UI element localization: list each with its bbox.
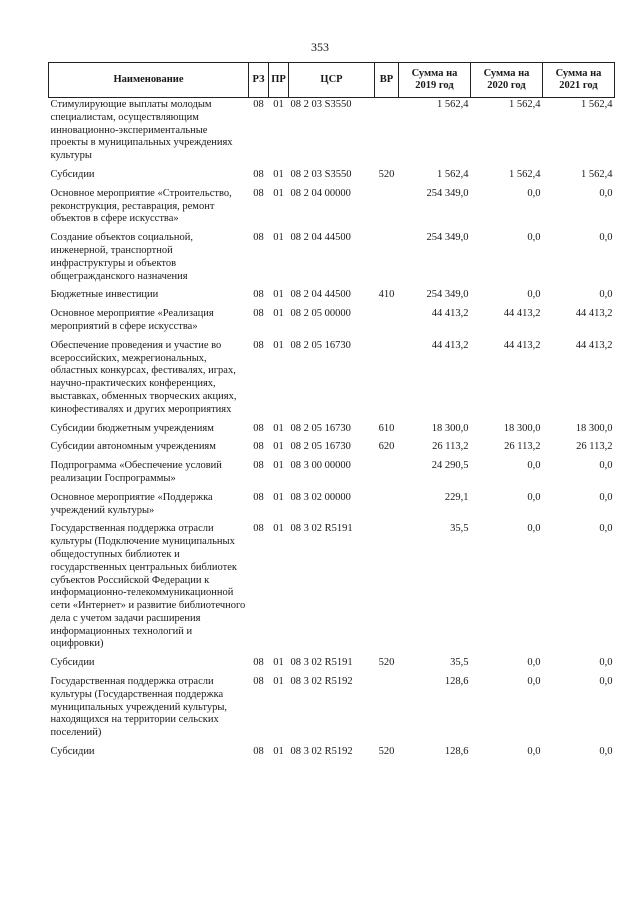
row-name: Субсидии бюджетным учреждениям — [50, 422, 214, 434]
row-csr: 08 3 02 R5192 — [290, 676, 353, 688]
row-pr: 01 — [273, 289, 284, 301]
row-sum-2021: 44 413,2 — [575, 339, 613, 351]
table-row — [49, 187, 615, 231]
row-vr — [375, 231, 399, 288]
row-sum-2021: 44 413,2 — [575, 308, 613, 320]
table-row — [49, 675, 615, 745]
row-sum-2021: 0,0 — [599, 289, 613, 301]
row-sum-2019: 254 349,0 — [426, 289, 469, 301]
row-sum-2020: 0,0 — [527, 460, 541, 472]
row-pr: 01 — [273, 523, 284, 535]
row-sum-2019: 254 349,0 — [426, 187, 469, 199]
row-pr: 01 — [273, 168, 284, 180]
row-pr: 01 — [273, 491, 284, 503]
row-name: Подпрограмма «Обеспечение условий реализации Госпрограммы» — [50, 460, 222, 484]
row-pr: 01 — [273, 657, 284, 669]
header-csr: ЦСР — [289, 63, 375, 98]
table-row — [49, 459, 615, 491]
table-row — [49, 745, 615, 764]
row-sum-2020: 1 562,4 — [509, 168, 541, 180]
row-sum-2021: 0,0 — [599, 232, 613, 244]
row-sum-2021: 1 562,4 — [581, 168, 613, 180]
table-row — [49, 422, 615, 441]
row-rz: 08 — [253, 523, 264, 535]
row-sum-2019: 26 113,2 — [432, 441, 469, 453]
row-sum-2019: 35,5 — [450, 657, 469, 669]
row-csr: 08 3 02 R5192 — [290, 746, 353, 758]
row-rz: 08 — [253, 339, 264, 351]
header-sum-2021: Сумма на 2021 год — [543, 63, 615, 98]
table-row — [49, 656, 615, 675]
table-row — [49, 168, 615, 187]
row-name: Стимулирующие выплаты молодым специалистам, осуществляющим инновационно-экспериментальные проекты в муниципальных учреждениях культуры — [50, 99, 233, 162]
row-sum-2019: 229,1 — [444, 491, 469, 503]
row-sum-2020: 18 300,0 — [503, 422, 541, 434]
row-name: Субсидии — [50, 657, 95, 669]
row-sum-2021: 0,0 — [599, 523, 613, 535]
row-sum-2020: 44 413,2 — [503, 339, 541, 351]
table-row — [49, 231, 615, 288]
row-name: Обеспечение проведения и участие во всероссийских, межрегиональных, областных конкурсах, фестивалях, играх, научно-практических конференциях, выставках, обменных творческих акциях, кинофестивалях и других мероприятиях — [50, 339, 237, 415]
row-csr: 08 3 02 R5191 — [290, 657, 353, 669]
table-row — [49, 491, 615, 523]
header-sum-2020: Сумма на 2020 год — [471, 63, 543, 98]
row-csr: 08 3 02 R5191 — [290, 523, 353, 535]
row-sum-2021: 0,0 — [599, 746, 613, 758]
row-sum-2021: 0,0 — [599, 460, 613, 472]
row-sum-2020: 0,0 — [527, 657, 541, 669]
row-rz: 08 — [253, 491, 264, 503]
table-row — [49, 98, 615, 168]
row-sum-2019: 24 290,5 — [431, 460, 469, 472]
row-rz: 08 — [253, 460, 264, 472]
row-vr: 610 — [378, 422, 395, 434]
row-name: Основное мероприятие «Поддержка учреждений культуры» — [50, 491, 213, 516]
row-sum-2019: 44 413,2 — [431, 308, 469, 320]
row-sum-2021: 0,0 — [599, 187, 613, 199]
row-rz: 08 — [253, 289, 264, 301]
row-vr — [375, 187, 399, 231]
row-csr: 08 3 02 00000 — [290, 491, 351, 503]
row-sum-2020: 44 413,2 — [503, 308, 541, 320]
row-sum-2019: 128,6 — [444, 746, 469, 758]
row-sum-2019: 254 349,0 — [426, 232, 469, 244]
table-row — [49, 307, 615, 339]
row-vr — [375, 675, 399, 745]
row-name: Основное мероприятие «Реализация мероприятий в сфере искусства» — [50, 308, 214, 332]
row-csr: 08 2 03 S3550 — [290, 99, 352, 110]
row-csr: 08 2 04 44500 — [290, 232, 351, 244]
row-sum-2020: 0,0 — [527, 746, 541, 758]
budget-table — [48, 62, 615, 764]
row-rz: 08 — [253, 657, 264, 669]
row-pr: 01 — [273, 441, 284, 453]
row-rz: 08 — [253, 746, 264, 758]
row-name: Государственная поддержка отрасли культуры (Государственная поддержка муниципальных учреждений культуры, находящихся на территории сельских поселений) — [50, 676, 228, 739]
row-vr — [375, 98, 399, 168]
row-rz: 08 — [253, 99, 264, 110]
table-row — [49, 440, 615, 459]
row-sum-2021: 0,0 — [599, 491, 613, 503]
row-pr: 01 — [273, 187, 284, 199]
row-name: Государственная поддержка отрасли культуры (Подключение муниципальных общедоступных библиотек и государственных центральных библиотек субъектов Российской Федерации к информационно-телекоммуникационной сети «Интернет» и развитие библиотечного дела с учетом задачи расширения информационных технологий и оцифровки) — [50, 523, 246, 650]
row-pr: 01 — [273, 99, 284, 110]
row-name: Создание объектов социальной, инженерной, транспортной инфраструктуры и объектов общегражданского назначения — [50, 232, 193, 282]
row-sum-2020: 1 562,4 — [509, 99, 541, 110]
row-name: Субсидии — [50, 746, 95, 758]
header-rz: РЗ — [249, 63, 269, 98]
row-sum-2020: 0,0 — [527, 676, 541, 688]
row-name: Субсидии автономным учреждениям — [50, 441, 216, 453]
row-pr: 01 — [273, 339, 284, 351]
table-header-row — [49, 63, 615, 98]
row-sum-2020: 0,0 — [527, 491, 541, 503]
row-vr: 410 — [378, 289, 395, 301]
row-sum-2020: 0,0 — [527, 232, 541, 244]
row-sum-2019: 128,6 — [444, 676, 469, 688]
row-csr: 08 2 05 16730 — [290, 422, 351, 434]
row-sum-2019: 1 562,4 — [437, 168, 469, 180]
row-pr: 01 — [273, 308, 284, 320]
row-sum-2019: 1 562,4 — [437, 99, 469, 110]
row-sum-2020: 0,0 — [527, 187, 541, 199]
row-rz: 08 — [253, 308, 264, 320]
header-name: Наименование — [49, 63, 249, 98]
row-vr: 520 — [378, 746, 395, 758]
row-sum-2021: 18 300,0 — [575, 422, 613, 434]
row-sum-2020: 0,0 — [527, 523, 541, 535]
header-sum-2019: Сумма на 2019 год — [399, 63, 471, 98]
row-name: Субсидии — [50, 168, 95, 180]
row-vr — [375, 339, 399, 422]
row-csr: 08 3 00 00000 — [290, 460, 351, 472]
row-sum-2020: 0,0 — [527, 289, 541, 301]
row-csr: 08 2 05 00000 — [290, 308, 351, 320]
row-vr: 520 — [378, 657, 395, 669]
row-vr: 620 — [378, 441, 395, 453]
table-row — [49, 522, 615, 656]
page-number: 353 — [311, 40, 329, 54]
row-sum-2020: 26 113,2 — [504, 441, 541, 453]
table-row — [49, 339, 615, 422]
table-row — [49, 288, 615, 307]
row-rz: 08 — [253, 187, 264, 199]
row-rz: 08 — [253, 232, 264, 244]
row-sum-2019: 44 413,2 — [431, 339, 469, 351]
row-pr: 01 — [273, 422, 284, 434]
header-vr: ВР — [375, 63, 399, 98]
row-sum-2019: 35,5 — [450, 523, 469, 535]
row-csr: 08 2 04 00000 — [290, 187, 351, 199]
row-sum-2021: 26 113,2 — [576, 441, 613, 453]
header-pr: ПР — [269, 63, 289, 98]
row-pr: 01 — [273, 746, 284, 758]
row-sum-2021: 1 562,4 — [581, 99, 613, 110]
row-name: Основное мероприятие «Строительство, реконструкция, реставрация, ремонт объектов в сфере искусства» — [50, 187, 232, 225]
row-pr: 01 — [273, 232, 284, 244]
row-sum-2021: 0,0 — [599, 676, 613, 688]
row-rz: 08 — [253, 422, 264, 434]
row-csr: 08 2 04 44500 — [290, 289, 351, 301]
row-csr: 08 2 05 16730 — [290, 441, 351, 453]
row-rz: 08 — [253, 168, 264, 180]
row-pr: 01 — [273, 460, 284, 472]
row-vr — [375, 522, 399, 656]
row-rz: 08 — [253, 676, 264, 688]
row-sum-2021: 0,0 — [599, 657, 613, 669]
row-name: Бюджетные инвестиции — [50, 289, 159, 301]
row-rz: 08 — [253, 441, 264, 453]
row-pr: 01 — [273, 676, 284, 688]
row-sum-2019: 18 300,0 — [431, 422, 469, 434]
row-vr — [375, 459, 399, 491]
row-csr: 08 2 03 S3550 — [290, 168, 352, 180]
row-vr: 520 — [378, 168, 395, 180]
row-vr — [375, 491, 399, 523]
row-vr — [375, 307, 399, 339]
row-csr: 08 2 05 16730 — [290, 339, 351, 351]
